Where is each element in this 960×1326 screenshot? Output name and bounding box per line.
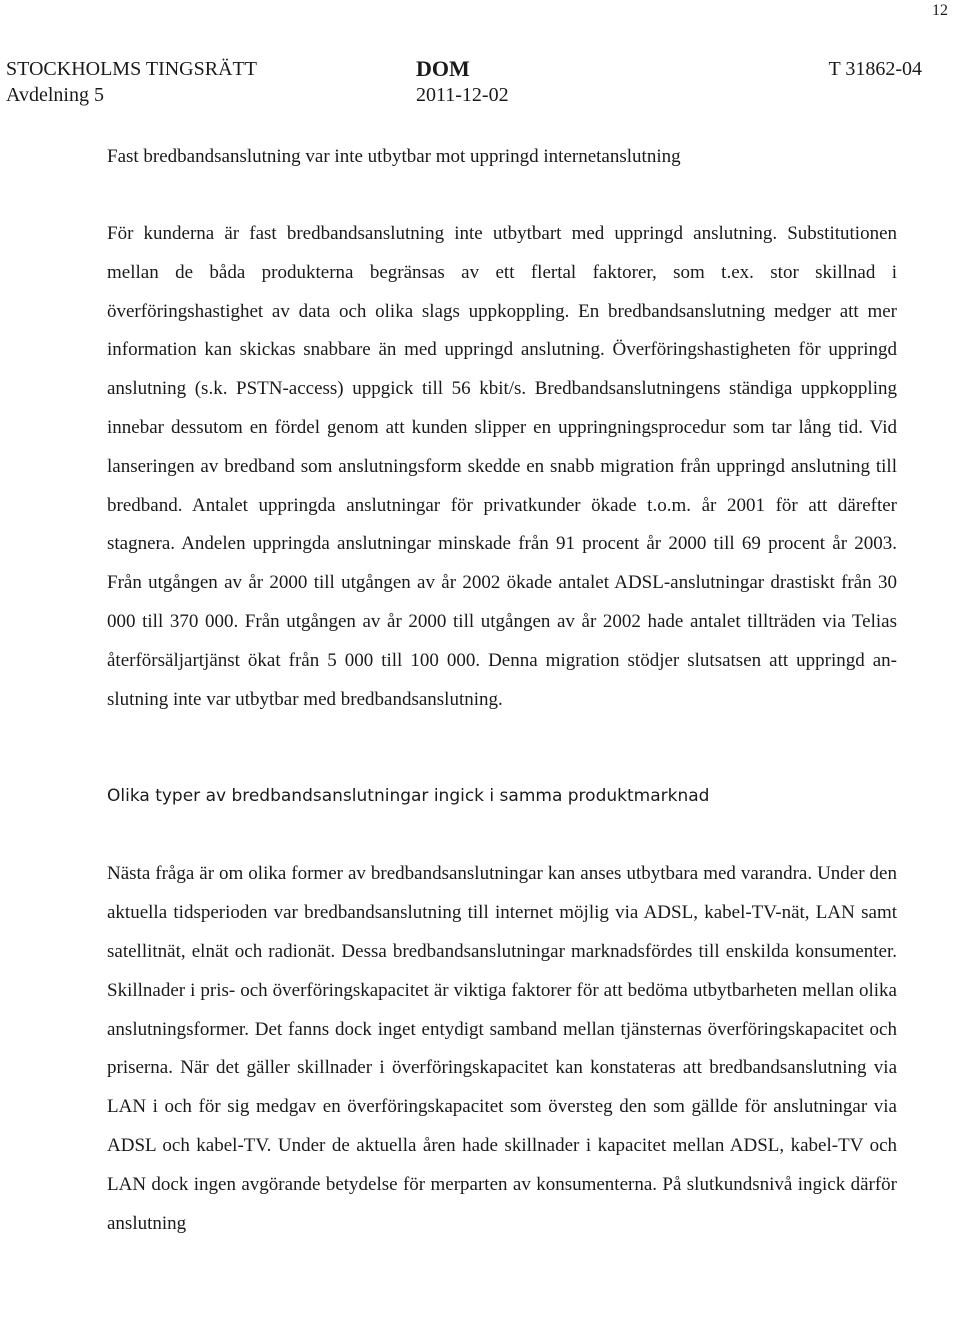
section-heading-broadband-types: Olika typer av bredbandsanslutningar ingick i samma produktmarknad — [107, 786, 710, 807]
paragraph-broadband-vs-dialup: För kunderna är fast bredbandsanslutning inte utbytbart med uppringd anslutning. Substitutionen mellan de båda produkterna begränsas av ett flertal faktorer, som t.ex. stor skillnad i överföringshastighet av data och olika slags uppkoppling. En bredbandsanslutning medger att mer information kan skickas snabbare än med uppringd anslutning. Överföringshastigheten för uppringd anslutning (s.k. PSTN-access) uppgick till 56 kbit/s. Bredbandsanslutningens ständiga uppkoppling innebar dessutom en fördel genom att kunden slipper en uppringningsprocedur som tar lång tid. Vid lanseringen av bredband som anslutningsform skedde en snabb migration från uppringd anslutning till bredband. Antalet uppringda anslutningar för privatkunder ökade t.o.m. år 2001 för att därefter stagnera. Andelen uppringda anslutningar minskade från 91 procent år 2000 till 69 procent år 2003. Från utgången av år 2000 till utgången av år 2002 ökade antalet ADSL-anslutningar drastiskt från 30 000 till 370 000. Från utgången av år 2000 till utgången av år 2002 hade antalet tillträden via Telias återförsäljartjänst ökat från 5 000 till 100 000. Denna migration stödjer slutsatsen att uppringd anslutning inte var utbytbar med bredbandsanslutning. — [107, 223, 897, 710]
header-court-block — [6, 56, 257, 108]
page-number: 12 — [932, 2, 948, 19]
case-number: T 31862-04 — [828, 58, 922, 80]
section-heading-broadband-vs-dialup: Fast bredbandsanslutning var inte utbytbar mot uppringd internetanslutning — [107, 146, 681, 167]
document-header — [6, 56, 922, 120]
document-type: DOM — [416, 56, 470, 81]
division-name: Avdelning 5 — [6, 84, 104, 106]
document-date: 2011-12-02 — [416, 84, 509, 106]
document-body — [107, 138, 897, 1243]
court-name: STOCKHOLMS TINGSRÄTT — [6, 58, 257, 80]
header-doc-block — [416, 56, 509, 108]
paragraph-broadband-types: Nästa fråga är om olika former av bredbandsanslutningar kan anses utbytbara med varandra. Under den aktuella tidsperioden var bredbandsanslutning till internet möjlig via ADSL, kabel-TV-nät, LAN samt satellitnät, elnät och radionät. Dessa bredbandsanslutningar marknadsfördes till enskilda konsumenter. Skillnader i pris- och överföringskapacitet är viktiga faktorer för att bedöma utbytbarheten mellan olika anslutningsformer. Det fanns dock inget entydigt samband mellan tjänsternas överföringskapacitet och priserna. När det gäller skillnader i överföringskapacitet kan konstateras att bredbandsanslutning via LAN i och för sig medgav en överföringskapacitet som översteg den som gällde för anslutningar via ADSL och kabel-TV. Under de aktuella åren hade skillnader i kapacitet mellan ADSL, kabel-TV och LAN dock ingen avgörande betydelse för merparten av konsumenterna. På slutkundsnivå ingick därför anslutning — [107, 863, 897, 1234]
